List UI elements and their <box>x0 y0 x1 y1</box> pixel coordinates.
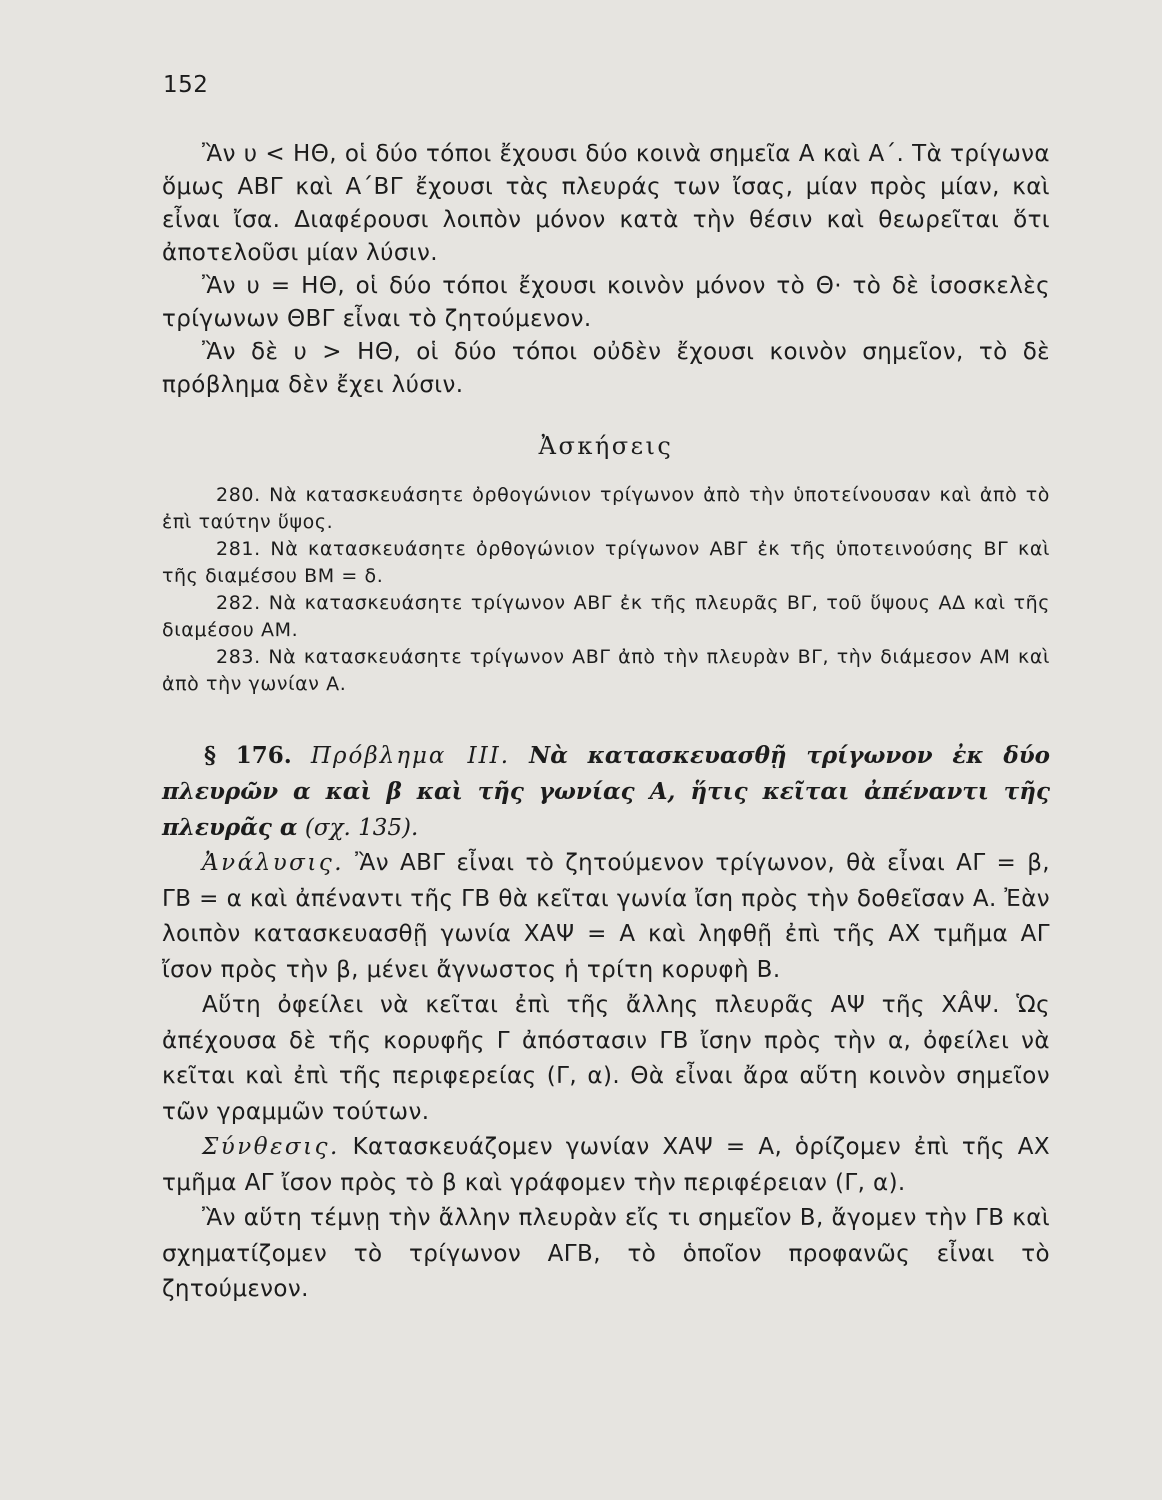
exercise-item <box>162 590 1050 644</box>
solution-block <box>162 846 1050 1308</box>
synthesis-paragraph-2: Ἂν αὕτη τέμνῃ τὴν ἄλλην πλευρὰν εἴς τι σημεῖον Β, ἄγομεν τὴν ΓΒ καὶ σχηματίζομεν τὸ τρίγωνον ΑΓΒ, τὸ ὁποῖον προφανῶς εἶναι τὸ ζητούμενον. <box>162 1205 1050 1302</box>
intro-paragraph-1: Ἂν υ < ΗΘ, οἱ δύο τόποι ἔχουσι δύο κοινὰ σημεῖα Α καὶ Α΄. Τὰ τρίγωνα ὅμως ΑΒΓ καὶ Α΄ΒΓ ἔχουσι τὰς πλευράς των ἴσας, μίαν πρὸς μίαν, καὶ εἶναι ἴσα. Διαφέρουσι λοιπὸν μόνον κατὰ τὴν θέσιν καὶ θεωρεῖται ὅτι ἀποτελοῦσι μίαν λύσιν. <box>162 141 1050 266</box>
exercise-item <box>162 482 1050 536</box>
intro-block <box>162 138 1050 402</box>
intro-paragraph-2: Ἂν υ = ΗΘ, οἱ δύο τόποι ἔχουσι κοινὸν μόνον τὸ Θ· τὸ δὲ ἰσοσκελὲς τρίγωνων ΘΒΓ εἶναι τὸ ζητούμενον. <box>162 273 1050 332</box>
section-176 <box>162 738 1050 846</box>
exercise-list <box>162 482 1050 698</box>
analysis-paragraph-2: Αὕτη ὀφείλει νὰ κεῖται ἐπὶ τῆς ἄλλης πλευρᾶς ΑΨ τῆς ΧÂΨ. Ὡς ἀπέχουσα δὲ τῆς κορυφῆς Γ ἀπόστασιν ΓΒ ἴσην πρὸς τὴν α, ὀφείλει νὰ κεῖται καὶ ἐπὶ τῆς περιφερείας (Γ, α). Θὰ εἶναι ἄρα αὕτη κοινὸν σημεῖον τῶν γραμμῶν τούτων. <box>162 992 1050 1125</box>
section-number: § 176. <box>204 742 292 769</box>
page-number: 152 <box>163 72 209 98</box>
exercise-number: 280. <box>216 484 261 506</box>
exercises-heading: Ἀσκήσεις <box>538 432 674 460</box>
exercise-item <box>162 644 1050 698</box>
figure-reference: (σχ. 135). <box>304 815 419 841</box>
exercise-text: Νὰ κατασκευάσητε ὀρθογώνιον τρίγωνον ἀπὸ τὴν ὑποτείνουσαν καὶ ἀπὸ τὸ ἐπὶ ταύτην ὕψος. <box>162 484 1051 533</box>
exercise-number: 282. <box>216 592 261 614</box>
problem-statement: Νὰ κατασκευασθῇ τρίγωνον ἐκ δύο πλευρῶν α καὶ β καὶ τῆς γωνίας Α, ἥτις κεῖται ἀπέναντι τῆς πλευρᾶς α <box>162 742 1051 841</box>
analysis-text-1: Ἂν ΑΒΓ εἶναι τὸ ζητούμενον τρίγωνον, θὰ εἶναι ΑΓ = β, ΓΒ = α καὶ ἀπέναντι τῆς ΓΒ θὰ κεῖται γωνία ἴση πρὸς τὴν δοθεῖσαν Α. Ἐὰν λοιπὸν κατασκευασθῇ γωνία ΧΑΨ = Α καὶ ληφθῇ ἐπὶ τῆς ΑΧ τμῆμα ΑΓ ἴσον πρὸς τὴν β, μένει ἄγνωστος ἡ τρίτη κορυφὴ Β. <box>162 850 1051 983</box>
intro-paragraph-3: Ἂν δὲ υ > ΗΘ, οἱ δύο τόποι οὐδὲν ἔχουσι κοινὸν σημεῖον, τὸ δὲ πρόβλημα δὲν ἔχει λύσιν. <box>162 339 1050 398</box>
exercise-number: 283. <box>216 646 261 668</box>
analysis-paragraph-1 <box>162 846 1050 988</box>
synthesis-paragraph-1 <box>162 1130 1050 1201</box>
synthesis-text-1: Κατασκευάζομεν γωνίαν ΧΑΨ = Α, ὁρίζομεν ἐπὶ τῆς ΑΧ τμῆμα ΑΓ ἴσον πρὸς τὸ β καὶ γράφομεν τὴν περιφέρειαν (Γ, α). <box>162 1134 1050 1196</box>
exercise-text: Νὰ κατασκευάσητε τρίγωνον ΑΒΓ ἐκ τῆς πλευρᾶς ΒΓ, τοῦ ὕψους ΑΔ καὶ τῆς διαμέσου ΑΜ. <box>162 592 1051 641</box>
exercise-text: Νὰ κατασκευάσητε ὀρθογώνιον τρίγωνον ΑΒΓ ἐκ τῆς ὑποτεινούσης ΒΓ καὶ τῆς διαμέσου ΒΜ = δ. <box>162 538 1050 587</box>
exercise-text: Νὰ κατασκευάσητε τρίγωνον ΑΒΓ ἀπὸ τὴν πλευρὰν ΒΓ, τὴν διάμεσον ΑΜ καὶ ἀπὸ τὴν γωνίαν Α. <box>162 646 1050 695</box>
exercise-number: 281. <box>216 538 261 560</box>
problem-label: Πρόβλημα III. <box>310 743 511 769</box>
exercise-item <box>162 536 1050 590</box>
synthesis-label: Σύνθεσις. <box>202 1134 340 1160</box>
analysis-label: Ἀνάλυσις. <box>202 850 345 876</box>
